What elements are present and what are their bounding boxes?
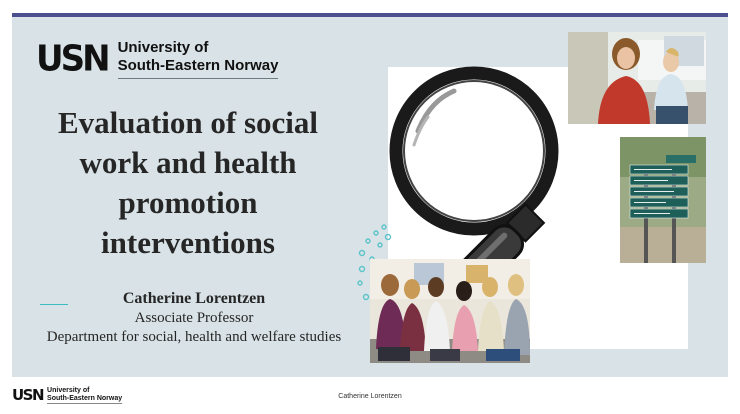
consultation-photo bbox=[568, 32, 706, 124]
footer-logo-line-1: University of bbox=[47, 387, 90, 394]
title-line-3: promotion bbox=[118, 185, 258, 220]
author-role: Associate Professor bbox=[134, 310, 254, 326]
title-line-4: interventions bbox=[101, 225, 275, 260]
slide-title bbox=[32, 103, 344, 263]
footer-logo-mark: USN bbox=[12, 386, 44, 404]
footer-presenter: Catherine Lorentzen bbox=[338, 393, 402, 400]
title-line-2: work and health bbox=[79, 145, 297, 180]
top-rule bbox=[12, 13, 728, 17]
author-block bbox=[16, 289, 372, 347]
group-discussion-photo bbox=[370, 259, 530, 363]
signpost-photo bbox=[620, 137, 706, 263]
logo-line-1: University of bbox=[117, 39, 209, 56]
slide bbox=[12, 13, 728, 377]
logo-text bbox=[118, 39, 279, 79]
author-name: Catherine Lorentzen bbox=[122, 290, 266, 307]
footer-logo-line-2: South-Eastern Norway bbox=[47, 395, 123, 402]
logo-line-2: South-Eastern Norway bbox=[118, 57, 279, 79]
usn-logo bbox=[36, 39, 278, 79]
title-line-1: Evaluation of social bbox=[57, 105, 319, 140]
author-department: Department for social, health and welfare studies bbox=[46, 329, 342, 345]
logo-mark: USN bbox=[36, 38, 108, 80]
